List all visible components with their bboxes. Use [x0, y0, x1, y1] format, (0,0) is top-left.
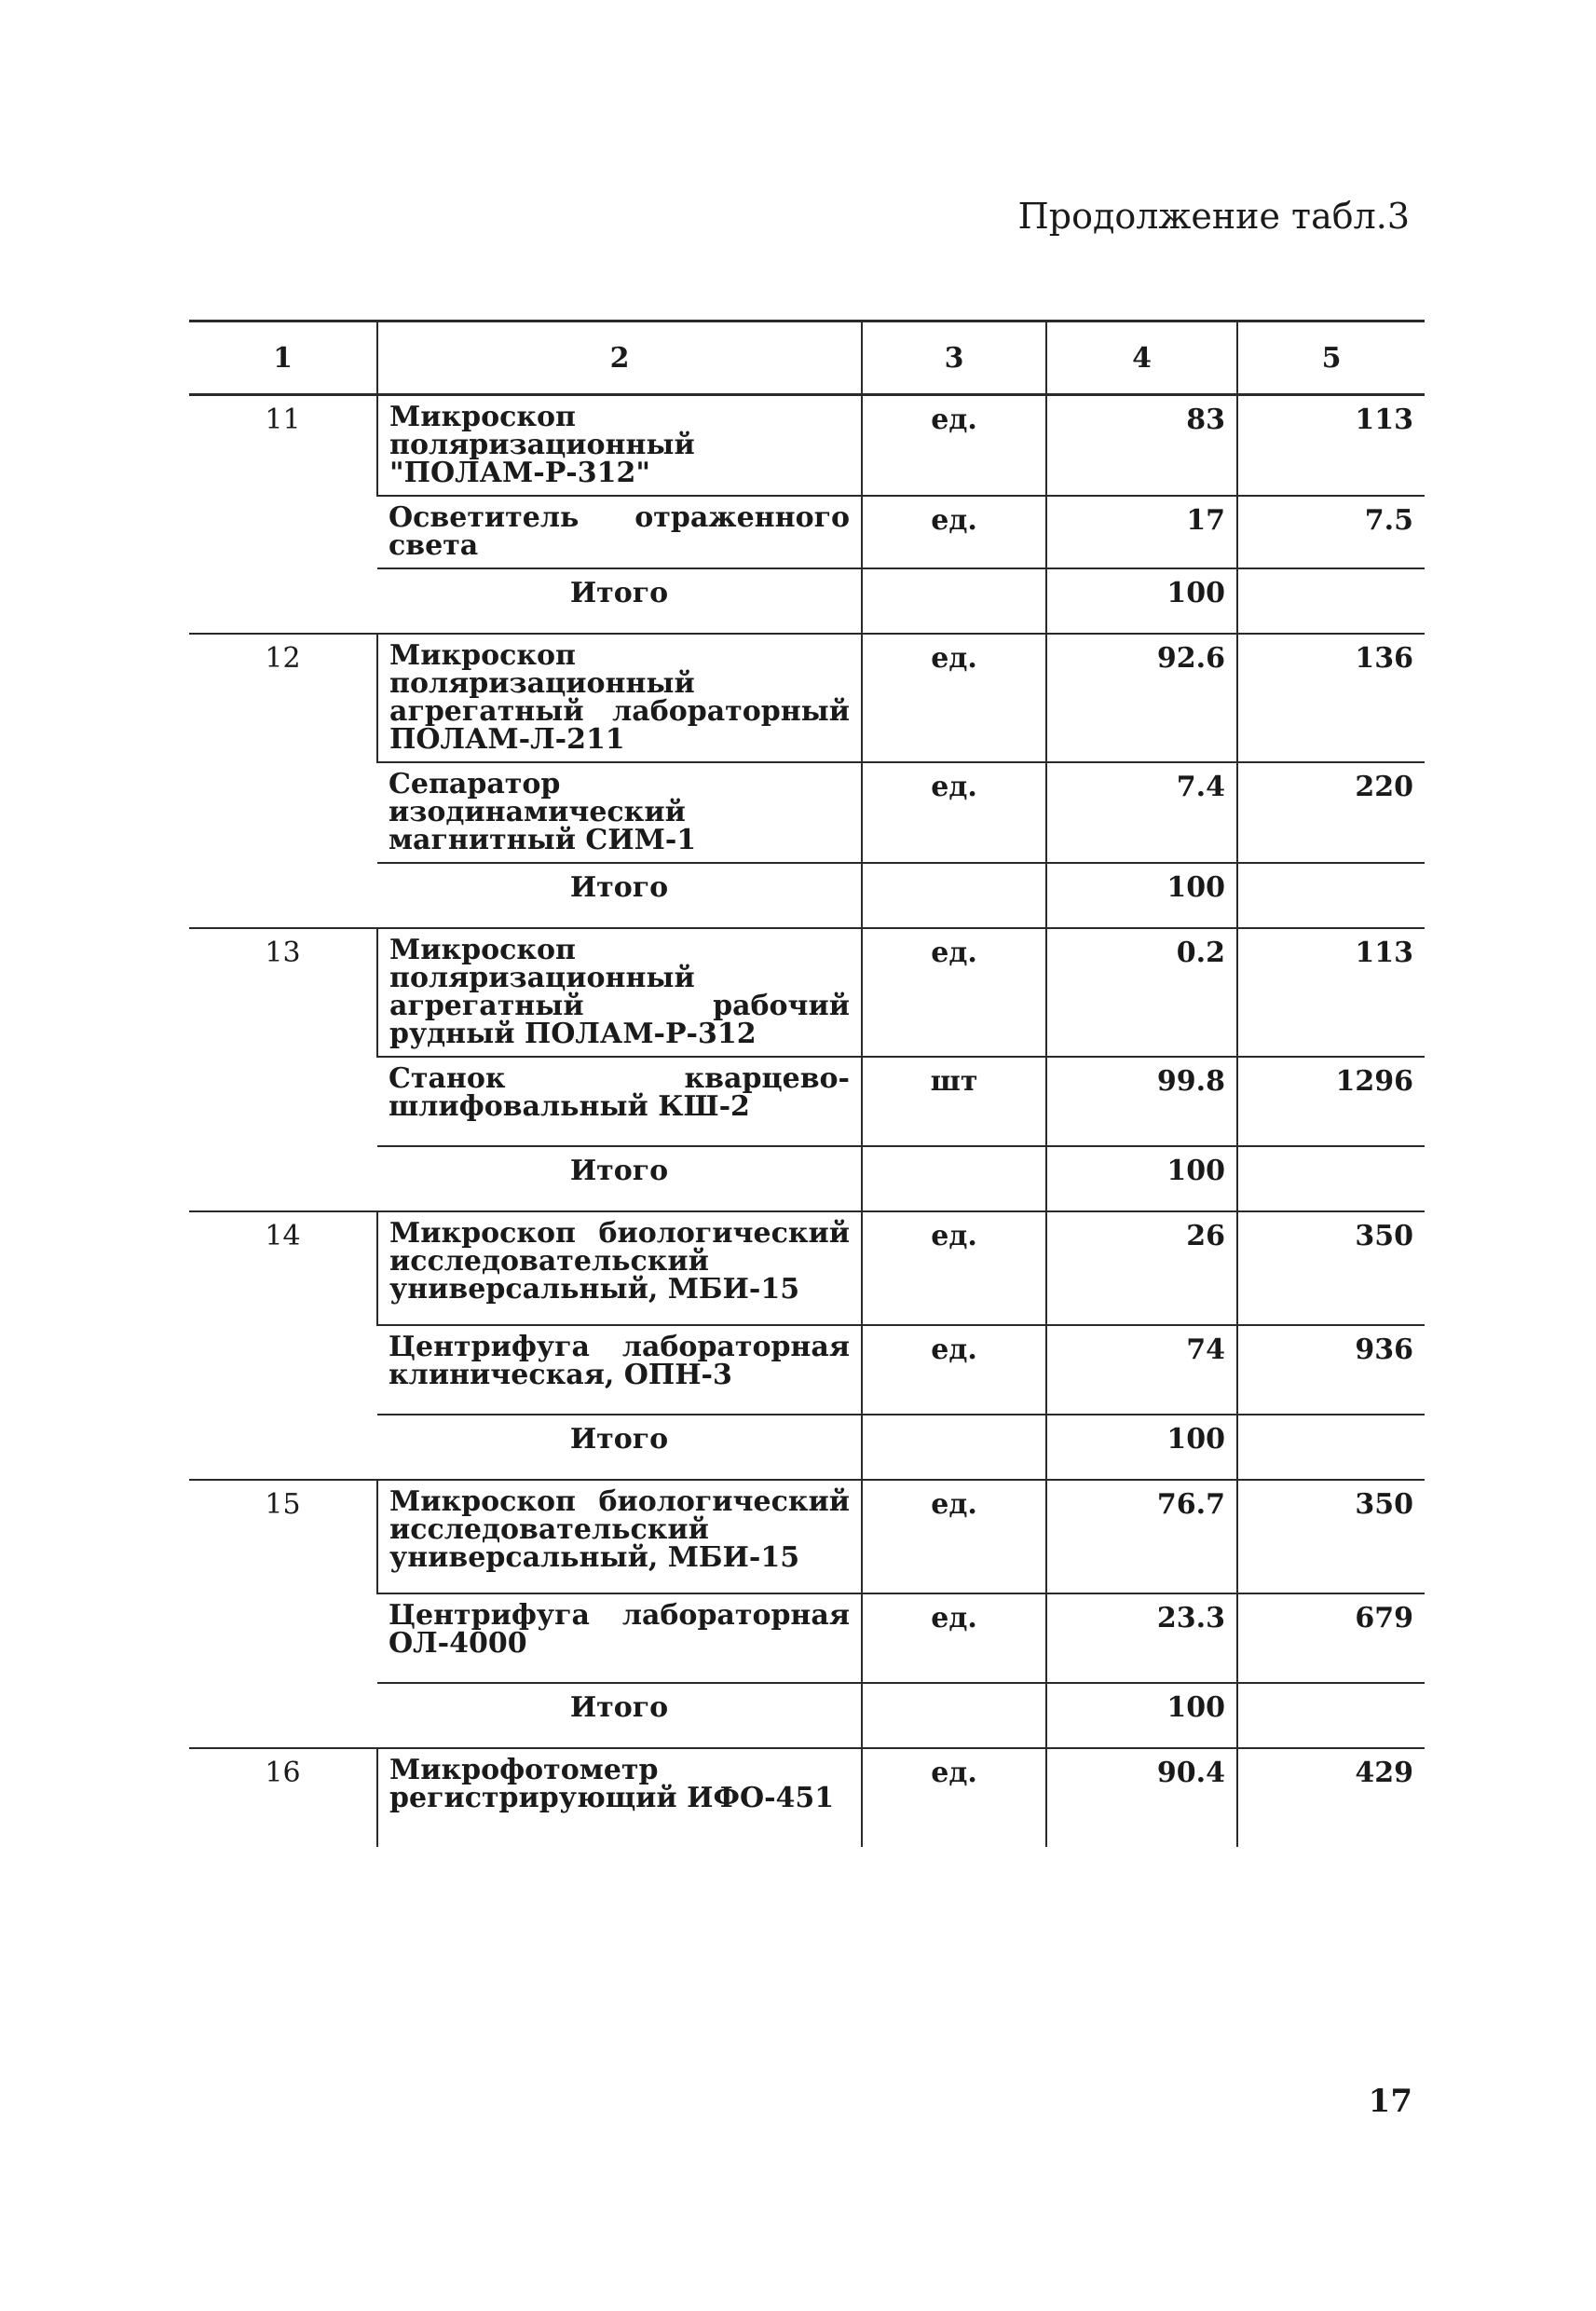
value-col5: 113 [1237, 928, 1425, 1057]
total-label: Итого [377, 1146, 862, 1211]
row-number: 12 [189, 634, 377, 928]
total-value: 100 [1046, 1146, 1237, 1211]
row-number: 15 [189, 1480, 377, 1748]
total-value: 100 [1046, 1415, 1237, 1480]
page-number: 17 [1368, 2083, 1412, 2120]
value-col5 [1237, 1146, 1425, 1211]
value-col4: 17 [1046, 496, 1237, 568]
value-col5: 936 [1237, 1325, 1425, 1415]
total-value: 100 [1046, 1683, 1237, 1748]
total-value: 100 [1046, 863, 1237, 928]
column-header: 2 [377, 321, 862, 395]
unit-cell: ед. [862, 395, 1046, 497]
value-col4: 99.8 [1046, 1057, 1237, 1146]
table-caption: Продолжение табл.3 [1017, 196, 1410, 237]
column-header: 1 [189, 321, 377, 395]
item-name: Микроскоп поляризационный агрегатный рабочий рудный ПОЛАМ-Р-312 [377, 928, 862, 1057]
unit-cell: шт [862, 1057, 1046, 1146]
unit-cell: ед. [862, 928, 1046, 1057]
item-name: Центрифуга лабораторная ОЛ-4000 [377, 1593, 862, 1683]
unit-cell: ед. [862, 762, 1046, 863]
column-header: 3 [862, 321, 1046, 395]
value-col4: 26 [1046, 1211, 1237, 1325]
value-col4: 7.4 [1046, 762, 1237, 863]
value-col5: 350 [1237, 1211, 1425, 1325]
value-col5 [1237, 1683, 1425, 1748]
value-col4: 83 [1046, 395, 1237, 497]
item-name: Микрофотометр регистрирующий ИФО-451 [377, 1748, 862, 1847]
value-col5 [1237, 863, 1425, 928]
table-row [189, 928, 1425, 1057]
item-name: Сепаратор изодинамический магнитный СИМ-1 [377, 762, 862, 863]
value-col4: 76.7 [1046, 1480, 1237, 1593]
unit-cell: ед. [862, 1211, 1046, 1325]
item-name: Микроскоп поляризационный агрегатный лабораторный ПОЛАМ-Л-211 [377, 634, 862, 762]
value-col4: 90.4 [1046, 1748, 1237, 1847]
item-name: Микроскоп поляризационный "ПОЛАМ-Р-312" [377, 395, 862, 497]
value-col5: 350 [1237, 1480, 1425, 1593]
column-header: 4 [1046, 321, 1237, 395]
row-number: 11 [189, 395, 377, 635]
unit-cell: ед. [862, 496, 1046, 568]
unit-cell: ед. [862, 1480, 1046, 1593]
table-row [189, 395, 1425, 497]
item-name: Микроскоп биологический исследовательский универсальный, МБИ-15 [377, 1480, 862, 1593]
unit-cell [862, 1683, 1046, 1748]
row-number: 13 [189, 928, 377, 1211]
total-label: Итого [377, 863, 862, 928]
value-col5 [1237, 1415, 1425, 1480]
unit-cell: ед. [862, 634, 1046, 762]
item-name: Микроскоп биологический исследовательский универсальный, МБИ-15 [377, 1211, 862, 1325]
value-col4: 23.3 [1046, 1593, 1237, 1683]
value-col5: 7.5 [1237, 496, 1425, 568]
unit-cell: ед. [862, 1748, 1046, 1847]
unit-cell [862, 1415, 1046, 1480]
value-col5: 136 [1237, 634, 1425, 762]
total-label: Итого [377, 1415, 862, 1480]
total-label: Итого [377, 1683, 862, 1748]
value-col4: 74 [1046, 1325, 1237, 1415]
item-name: Центрифуга лабораторная клиническая, ОПН-3 [377, 1325, 862, 1415]
value-col5: 429 [1237, 1748, 1425, 1847]
equipment-table [189, 320, 1425, 1847]
total-value: 100 [1046, 568, 1237, 634]
table-row [189, 1480, 1425, 1593]
column-header: 5 [1237, 321, 1425, 395]
value-col4: 0.2 [1046, 928, 1237, 1057]
value-col5: 1296 [1237, 1057, 1425, 1146]
table-row [189, 634, 1425, 762]
unit-cell [862, 568, 1046, 634]
table-row [189, 1748, 1425, 1847]
value-col5 [1237, 568, 1425, 634]
table-row [189, 1211, 1425, 1325]
value-col5: 113 [1237, 395, 1425, 497]
value-col5: 679 [1237, 1593, 1425, 1683]
total-label: Итого [377, 568, 862, 634]
value-col5: 220 [1237, 762, 1425, 863]
header-row [189, 321, 1425, 395]
unit-cell: ед. [862, 1593, 1046, 1683]
unit-cell [862, 1146, 1046, 1211]
value-col4: 92.6 [1046, 634, 1237, 762]
row-number: 14 [189, 1211, 377, 1480]
unit-cell [862, 863, 1046, 928]
unit-cell: ед. [862, 1325, 1046, 1415]
item-name: Осветитель отраженного света [377, 496, 862, 568]
row-number: 16 [265, 1757, 301, 1789]
item-name: Станок кварцево-шлифовальный КШ-2 [377, 1057, 862, 1146]
